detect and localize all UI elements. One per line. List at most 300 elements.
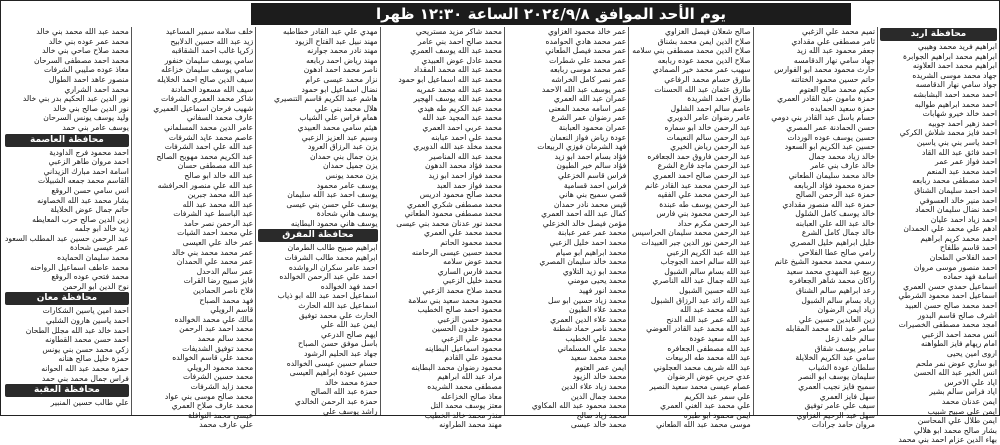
name-entry: علي عارف محمد bbox=[199, 420, 254, 430]
names-column bbox=[877, 27, 999, 445]
name-entry: اروى امين يحيى bbox=[946, 349, 997, 358]
name-entry: يزن محمد يونس bbox=[325, 170, 378, 180]
name-entry: خليل ابراهيم خليل المصري bbox=[789, 238, 875, 248]
name-entry: حاتم حسين محمود الختاتنه bbox=[790, 74, 875, 84]
name-entry: قاسم الرويلي bbox=[210, 305, 254, 315]
name-entry: حارث محمود محمد ابو الفوارس bbox=[774, 65, 875, 75]
name-entry: نور الدين صالح بني خالد bbox=[53, 103, 129, 113]
name-entry: عمر سالم الدحدل bbox=[196, 266, 254, 276]
name-entry: حسن الحمادنة عمر المصري bbox=[786, 122, 875, 132]
name-entry: هاشم عبد الكريم قاسم التنصيري bbox=[274, 94, 378, 104]
name-entry: ابراهيم محمد طالب الشرفات bbox=[284, 253, 378, 263]
name-entry: محمد احمد عبد الرحمن bbox=[179, 324, 254, 334]
name-entry: كمال عبد الله احمد العمري bbox=[541, 209, 627, 219]
name-entry: يوسف هاني محمود البطاينه bbox=[290, 218, 378, 228]
name-entry: راشد يوسف علي bbox=[322, 406, 378, 416]
name-entry: محمد صلاح محمد الزعبي bbox=[422, 286, 502, 296]
name-entry: صلاح الدين محمد عوده ربابعه bbox=[657, 55, 751, 65]
name-entry: ايمن طلال علي المحاسن bbox=[917, 416, 997, 426]
name-entry: ابو ساري عوض نمر ملحم bbox=[916, 358, 997, 368]
name-entry: عبد الله عمر عبد الله الدنح bbox=[666, 314, 751, 324]
name-entry: محمد فارس الساري bbox=[437, 266, 502, 276]
page-title: يوم الأحد الموافق ٢٠٢٤/٩/٨ الساعة ١٢:٣٠ ظهرا bbox=[251, 3, 851, 25]
name-entry: عبد الرحمن محمد عبد القادر غانم bbox=[645, 180, 751, 190]
name-entry: عبد الرحمن رياض الخيري bbox=[670, 142, 751, 152]
name-entry: محمد خليل الزعبي bbox=[442, 276, 502, 286]
name-entry: عبد الله سعيد عودة bbox=[689, 334, 751, 343]
names-column bbox=[3, 27, 131, 415]
name-entry: خلف سلامه سمير المساعيد bbox=[165, 27, 254, 36]
name-entry: احمد محمود فرج الداودية bbox=[49, 147, 129, 157]
name-entry: صلاح الدين محمد مصطفى بني سلامه bbox=[632, 46, 751, 56]
name-entry: هيثم سامي محمد العبيدي bbox=[297, 122, 378, 132]
name-entry: محمد زياد صالح bbox=[576, 410, 627, 420]
name-entry: عبد الله شريف محمد العجلوني bbox=[653, 362, 751, 372]
name-entry: قيس محمد نادر حمدان bbox=[553, 199, 627, 209]
name-entry: فؤاد سالم خير الطيون bbox=[556, 161, 627, 171]
name-entry: زيد عبد الله حسين الدلابيح bbox=[170, 36, 254, 46]
name-entry: معتز يوسف محمد التل bbox=[430, 401, 502, 411]
name-entry: عبد الرحمن نصر حامد bbox=[183, 218, 254, 228]
names-column bbox=[131, 27, 255, 430]
name-entry: فؤاد بسام احمد ابو زيد bbox=[554, 151, 627, 161]
name-entry: عمر نصر كامل الخراشه bbox=[551, 74, 627, 84]
name-entry: حسين عودة ابراهيم العيسى bbox=[289, 368, 378, 378]
name-entry: ابراهيم فريد محمد وهيبي bbox=[918, 42, 997, 51]
name-entry: محمد علي الخطيب bbox=[565, 334, 627, 343]
name-entry: جهاد عبد الحليم الرشود bbox=[304, 349, 378, 358]
name-entry: احمد عامر سكران الرواشده bbox=[288, 262, 378, 272]
name-entry: يزن عبد الرزاق العرود bbox=[308, 142, 378, 152]
name-entry: ابراهيم صبيح طالب الطرمان bbox=[287, 243, 378, 253]
name-entry: عاصم سالم احمد الشلول bbox=[670, 103, 751, 113]
name-entry: يوسف عامر بني حمد bbox=[62, 122, 129, 132]
name-entry: صالح شعلان فيصل الغزاوي bbox=[665, 27, 751, 36]
name-entry: امام ريهام فايز الطواهنه bbox=[920, 339, 997, 349]
name-entry: عبد الرحمن محمود بني فارس bbox=[656, 209, 751, 219]
name-entry: عبد الله خالد ابو صالح bbox=[184, 170, 254, 180]
name-entry: محمد زياد حسين ابو سل bbox=[548, 295, 627, 305]
name-entry: محمود علي الزعبي bbox=[441, 334, 502, 343]
name-entry: ابراهيم محمد احمد العلاونه bbox=[912, 61, 997, 71]
name-entry: محمد علاء الطيون bbox=[569, 305, 627, 315]
name-entry: انس الخير عبد الله الحسن bbox=[913, 368, 997, 378]
name-entry: باسل موفق حسن الصباح bbox=[298, 339, 378, 349]
name-entry: عمر محمد محمد بني خالد bbox=[171, 247, 254, 257]
name-entry: محمد فؤاد محمد الدهون bbox=[425, 161, 502, 171]
name-entry: محمد عاطف اسماعيل الرواحنه bbox=[30, 262, 129, 272]
name-entry: ايمن محمود ابو طبره bbox=[683, 410, 751, 420]
name-entry: عارف محمد السفاني bbox=[186, 113, 254, 123]
name-entry: زين العابدين حسين علي bbox=[798, 314, 875, 324]
name-entry: وليد يوسف يونس السرحان bbox=[43, 113, 129, 123]
name-entry: مؤمن فيصل خالد الخزعلي bbox=[542, 218, 627, 228]
name-entry: فلاح ناصر الحمادين bbox=[192, 286, 254, 296]
name-entry: محمد مصطفى شكري العمري bbox=[406, 199, 502, 209]
name-entry: مصطفى محمد الشريده bbox=[427, 381, 502, 391]
name-entry: علي محمد عبد الغني العمري bbox=[660, 401, 751, 411]
name-entry: محمود حسن الزعبي bbox=[437, 314, 502, 324]
name-entry: عبد الرحمن يوسف طه عبندة bbox=[659, 199, 751, 209]
name-entry: حمزة عبد الله الصالح bbox=[310, 387, 378, 397]
section-heading: محافظة معان bbox=[5, 292, 129, 305]
name-entry: اسماعيل احمد محمود الشرطي bbox=[898, 291, 997, 301]
name-entry: ايمن عمر العتوم bbox=[574, 362, 627, 372]
name-entry: احمد حسن محمد القطاونه bbox=[45, 335, 129, 345]
name-entry: عبد الرحمن محمد علي الفقيه bbox=[657, 190, 751, 200]
name-entry: عبد الله محمد عبد القادر العوضي bbox=[646, 324, 751, 334]
name-entry: محمد احمد الشراري bbox=[64, 84, 129, 94]
section-heading: محافظة اربد bbox=[880, 28, 997, 41]
name-entry: يزن جميل حمدان bbox=[322, 161, 378, 171]
name-entry: مهند رياض احمد ربابعه bbox=[306, 55, 378, 65]
name-entry: محمد جمال الدين bbox=[570, 391, 627, 401]
name-entry: سليمان يوسف ابو النصر bbox=[798, 372, 875, 382]
name-entry: محمد انور فهيد bbox=[578, 286, 627, 296]
name-entry: محمد يحيى مومني bbox=[567, 276, 627, 286]
name-entry: عبد الرحمن ماجد فارع الشرع bbox=[657, 161, 751, 171]
name-entry: عمر محمد موسى ربابعه bbox=[549, 65, 627, 75]
name-entry: ايهم صالح الدرعي bbox=[321, 329, 378, 339]
name-entry: سامي يوسف سليمان خزاعله bbox=[161, 65, 254, 75]
name-entry: فراس احمد قسامية bbox=[563, 180, 627, 190]
name-entry: حمزة خليل صالح هنانه bbox=[58, 354, 129, 364]
name-entry: عمران عبد الله العمري bbox=[553, 94, 627, 104]
name-entry: سهل عبد الرحيم الغزاوي bbox=[796, 410, 875, 420]
name-entry: زكي محمد حسن بني يونس bbox=[42, 344, 129, 354]
name-entry: قصي سميح بني هاني bbox=[559, 190, 627, 200]
name-entry: سميح فايز نجيب العمري bbox=[798, 381, 875, 391]
name-entry: فراس جمال محمد بني حمد bbox=[41, 373, 129, 383]
name-entry: منصور عاهد احمد الطوال bbox=[48, 74, 129, 84]
name-entry: محمد محمود الرويلي bbox=[187, 362, 254, 372]
name-entry: محمد علاء الدين العمري bbox=[550, 314, 627, 324]
section-heading: محافظة العقبة bbox=[5, 384, 129, 397]
name-entry: محمد محمود الحاتم bbox=[440, 238, 502, 248]
name-entry: احمد مصطفى محمد ربابعه bbox=[912, 176, 997, 186]
name-entry: سيف علي عامر توفيق bbox=[804, 401, 875, 411]
name-entry: ادهم علي محمد علي الحمدان bbox=[903, 224, 997, 234]
name-entry: محمد علي قاسم الخوالده bbox=[172, 353, 254, 363]
name-entry: عبد الله محمد جبرين bbox=[187, 190, 254, 200]
name-entry: عبد الرحمن خالد ابو سماره bbox=[664, 122, 751, 132]
name-entry: عيسى محمد النوافلة bbox=[188, 410, 254, 420]
name-entry: فهد الشرمان فوزي الربيعات bbox=[537, 142, 627, 152]
name-entry: صلاح الدين ايمن محمد بشناق bbox=[657, 36, 751, 46]
name-entry: نوح الدين ابو الرحمن bbox=[62, 281, 129, 291]
name-entry: سهل فايز العمري bbox=[819, 391, 875, 401]
name-entry: حاتم جمال عوض الخلايلة bbox=[50, 205, 129, 215]
name-entry: طارق عثمان عبد الله الحسنات bbox=[654, 84, 751, 94]
name-entry: بهاء الدين عزام احمد بني محمد bbox=[898, 435, 997, 445]
name-entry: محمد عبد الله اسماعيل ابو حمود bbox=[398, 74, 502, 84]
name-entry: بشار صالح محمد ابو هلالي bbox=[913, 425, 997, 435]
name-entry: عبد الله مصطفى الجعافره bbox=[667, 343, 751, 353]
name-entry: خالد يوسف كامل الشلول bbox=[795, 209, 875, 219]
names-column bbox=[255, 27, 379, 415]
name-entry: نزار محمد عيسى عرام bbox=[305, 74, 378, 84]
name-entry: محمد زايد الشرفات bbox=[190, 381, 254, 391]
name-entry: فراس قاسم الخزعلي bbox=[558, 170, 627, 180]
name-entry: محمد خالد الزيود bbox=[572, 372, 627, 382]
name-entry: احمد خالد خيرو شهابات bbox=[922, 109, 997, 119]
name-entry: علي طالب حسين المنبير bbox=[50, 398, 129, 408]
name-entry: عبد الرحمن فاروق حمد الجعافره bbox=[647, 151, 751, 161]
name-entry: عبد الرحمن سالم النعيمات bbox=[666, 132, 751, 142]
name-entry: احمد منير خالد العسوفي bbox=[919, 195, 997, 205]
name-entry: محمد علي المسلماني bbox=[557, 343, 627, 353]
name-entry: عبد الرحمن حسين عبد المطلب السعود bbox=[4, 233, 129, 243]
name-entry: رسمي محمد محمود الشيخ غانم bbox=[774, 257, 875, 267]
name-entry: حمزة محمد عبد الله الحوانه bbox=[41, 364, 129, 373]
name-entry: انس سامي حسن الروقع bbox=[51, 185, 129, 195]
name-entry: احمد نضال سليمان الحماد bbox=[915, 205, 997, 215]
name-entry: عمران محمود العبابنة bbox=[558, 122, 627, 132]
name-entry: حمزة عبد الرحمن الخالدي bbox=[294, 396, 378, 406]
name-entry: حسين عبد الكريم ابو السعود bbox=[784, 142, 875, 152]
name-entry: حمزة عبد الرحمن الصالح bbox=[795, 190, 875, 200]
name-entry: نضال اسماعيل ابو حمود bbox=[301, 84, 378, 94]
names-columns bbox=[3, 27, 999, 445]
name-entry: احمد محمد كريم ابراهيم bbox=[920, 233, 997, 243]
name-entry: اسماعيل حمدي حسن العمري bbox=[903, 281, 997, 291]
name-entry: حسام باسل عبد القادر بني دومي bbox=[771, 113, 875, 123]
name-entry: محمد نور عدنان محمد بني عيسى bbox=[396, 218, 502, 228]
name-entry: ايمن عدنان محمد bbox=[941, 396, 997, 406]
name-entry: محمود محمد سعيد بني سلامة bbox=[408, 295, 502, 305]
name-entry: احمد فهد الخوالده bbox=[320, 281, 378, 291]
name-entry: طارق حسام محمد الرفاعي bbox=[664, 74, 751, 84]
name-entry: معاذ عوده صليبي الشرفات bbox=[44, 65, 129, 75]
name-entry: اسماعيل احمد عبد الله ابو ذياب bbox=[277, 291, 378, 301]
name-entry: احمد احمد سليمان الشناق bbox=[914, 185, 997, 195]
name-entry: اسامة احمد مبارك الزيداني bbox=[43, 166, 129, 176]
name-entry: احمد ياسر بني بني ياسين bbox=[916, 137, 997, 147]
name-entry: محمد خالد عيسى bbox=[570, 420, 627, 430]
names-column bbox=[504, 27, 628, 430]
name-entry: عمر محمد علي الحمدان bbox=[176, 257, 254, 267]
name-entry: يوسف احمد عبد الله سليمان bbox=[287, 190, 378, 200]
name-entry: محمد عبد الله محمد بني خالد bbox=[36, 27, 129, 36]
name-entry: محمد سليمان الحمايده bbox=[57, 253, 129, 263]
name-entry: خالد محمد سليمان الطعاني bbox=[788, 170, 875, 180]
name-entry: حكيم محمد صالح العتوم bbox=[799, 84, 875, 94]
name-entry: عمر محمد فيصل الطعاني bbox=[545, 46, 627, 56]
name-entry: عبد الرحمن مكرم حداد bbox=[677, 218, 751, 228]
name-entry: احمد ياسين هارون الشلبي bbox=[45, 316, 129, 326]
name-entry: شاكر محمد العمري الشرفات bbox=[161, 94, 254, 104]
name-entry: خالد جمال كامل الشرع bbox=[801, 228, 875, 238]
name-entry: احمد زهير احمد جوبيه bbox=[928, 118, 997, 128]
name-entry: شهيب فرحان اسماعيل العميري bbox=[153, 103, 254, 113]
name-entry: معاذ صالح الخزاعله bbox=[440, 391, 502, 401]
name-entry: محمد عبد المجيد عبد الله bbox=[422, 113, 502, 123]
name-entry: عبد الرحمن محمد سليمان الحراسيس bbox=[631, 228, 751, 238]
name-entry: علي محمد احمد الشيات bbox=[177, 228, 254, 238]
name-entry: محمد محمد علي العمري bbox=[424, 228, 502, 238]
name-entry: محمد عبد الله المناصير bbox=[429, 151, 502, 161]
name-entry: عمر محمد علي شطرات bbox=[549, 55, 627, 65]
name-entry: محمد شاكر مزيد مستريحي bbox=[415, 27, 502, 36]
name-entry: رامي صالح عطا الفلاحي bbox=[798, 247, 875, 257]
name-entry: عبد الله مصطفى حسان bbox=[177, 161, 254, 171]
name-entry: احمد محمد ابراهيم طوالبه bbox=[914, 99, 997, 109]
name-entry: محمود علي القادم bbox=[444, 353, 502, 363]
name-entry: ايمن عبد الله علي bbox=[320, 320, 378, 330]
name-entry: محمود خلدون الحسين bbox=[431, 324, 502, 334]
name-entry: احمد امين ياسين الشكارات bbox=[42, 306, 129, 316]
name-entry: ربيع عبد المهدي محمد سعيد bbox=[786, 266, 875, 276]
name-entry: عبد الرحمن صالح احمد العمري bbox=[652, 170, 751, 180]
name-entry: محمد محمود عبد الله المكاوي bbox=[531, 401, 627, 411]
names-column bbox=[753, 27, 877, 430]
name-entry: عصام عيسى محمد سعيد النصير bbox=[649, 381, 751, 391]
name-entry: محمد عبد الله محمد عمريه bbox=[416, 84, 502, 94]
name-entry: خالد عبد الله علي العبابنه bbox=[795, 218, 875, 228]
name-entry: محمد صالح محمود ادريس bbox=[419, 190, 502, 200]
name-entry: محمد ناصر حماد شطنة bbox=[552, 324, 627, 334]
name-entry: عمر اسامه محمد المعنى bbox=[548, 103, 627, 113]
name-entry: عدي حربي عوض الرضوان bbox=[667, 372, 751, 382]
name-entry: محمد توفيق الشديفات bbox=[182, 343, 254, 353]
name-entry: خالد عارف بني عامر bbox=[810, 161, 875, 171]
name-entry: عبد الله بسام سالم الشبول bbox=[664, 266, 751, 276]
name-entry: حمزة مامون عبد القادر العمري bbox=[777, 94, 875, 104]
name-entry: محمد عارف صلاح العمري bbox=[171, 401, 254, 411]
name-entry: احمد فواز عمر عمر bbox=[935, 157, 997, 167]
name-entry: امجد محمد مصطفى الخصيرات bbox=[898, 320, 997, 330]
name-entry: سامر يوسف شقاق bbox=[814, 343, 875, 353]
name-entry: احمد قاسم طلفاح bbox=[940, 243, 997, 253]
name-entry: عمر محمد هادي الحوامده bbox=[545, 36, 627, 46]
name-entry: محمد صلاح صاحي بني خالد bbox=[42, 46, 129, 56]
name-entry: مهند محمد الطراونه bbox=[439, 420, 502, 430]
name-entry: محمد علي احمد عبابنه bbox=[431, 132, 502, 142]
name-entry: القاسم محمد جمعه الشبيلات bbox=[37, 176, 129, 186]
name-entry: محمد عربي احمد العمري bbox=[422, 122, 502, 132]
name-entry: محمد احمد خليل الزعبي bbox=[549, 238, 627, 248]
name-entry: يزن جمال بني حمدان bbox=[310, 151, 378, 161]
name-entry: عبد الله حسين الشبول bbox=[679, 286, 751, 296]
name-entry: مالك علي محمد الخوالده bbox=[174, 314, 254, 324]
name-entry: احمد فايز محمد شلاش الكركي bbox=[899, 128, 997, 138]
name-entry: سامي يوسف سليمان خنفور bbox=[164, 55, 254, 65]
name-entry: حسين يوسف عوده الوردات bbox=[787, 132, 875, 142]
section-heading: محافظة المفرق bbox=[258, 229, 377, 242]
name-entry: زياد ايمن الرضوان bbox=[817, 305, 875, 315]
name-entry: سامي عبد الكريم الخلايلة bbox=[795, 353, 875, 363]
name-entry: اشرف صالح قاسم البدور bbox=[917, 310, 997, 320]
name-entry: عبد الله علي منصور الحرافشه bbox=[157, 180, 254, 190]
name-entry: يوسف هاني شحادة bbox=[316, 209, 378, 219]
name-entry: سامر عبد الله محمد المقابله bbox=[785, 324, 875, 334]
name-entry: سالم خلف زعل bbox=[825, 334, 875, 343]
name-entry: نور الدين عبد الحكيم بدر بني خالد bbox=[22, 94, 129, 104]
name-entry: محمد عبد الكريم طه هيدي bbox=[417, 103, 502, 113]
name-entry: محمد عادل عوض العبيدي bbox=[421, 55, 502, 65]
name-entry: سيف الله مسعود الحمادنة bbox=[171, 84, 254, 94]
name-entry: محمد ابو زيد التلاوي bbox=[562, 266, 627, 276]
names-column bbox=[380, 27, 504, 430]
name-entry: ابراهيم محمد ابراهيم الجوابرة bbox=[903, 51, 997, 61]
name-entry: محمد ابراهيم ابو صيام bbox=[555, 247, 627, 257]
name-entry: همام فراس علي الشياب bbox=[299, 113, 378, 123]
name-entry: احمد زياد احمد عليان bbox=[930, 214, 997, 224]
name-entry: محمود رضوان محمد البطاينه bbox=[411, 362, 502, 372]
name-entry: عمر خالد علي العيسى bbox=[182, 238, 254, 248]
name-entry: محمد مصطفى محمود الطعاني bbox=[404, 209, 502, 219]
name-entry: سيف الدين صالح احمد الخلايله bbox=[157, 74, 254, 84]
name-entry: جهاد سامي نهار الدقامسه bbox=[793, 55, 875, 65]
name-entry: احمد فائق عبد الله القاد bbox=[921, 147, 997, 157]
name-entry: فهد محمد الصباح bbox=[199, 295, 254, 305]
name-entry: مهند نادر محمد جوارنه bbox=[307, 46, 378, 56]
name-entry: يوسف علي حسن بني عيسى bbox=[286, 199, 378, 209]
name-entry: انس محمد احمد الزعبي bbox=[921, 329, 997, 339]
name-entry: عمر خالد محمود الغزاوي bbox=[547, 27, 627, 36]
name-entry: هلال محمد بني علي bbox=[314, 103, 378, 113]
name-entry: اياد علي الاخرس bbox=[944, 377, 997, 387]
name-entry: زيد خالد ابو جلمه bbox=[74, 224, 129, 234]
name-entry: الحارث علي محمد توفيق bbox=[298, 310, 378, 320]
name-entry: منذر محمد خالد الخطيب bbox=[424, 410, 502, 420]
name-entry: عبد الرحمن نور الدين جبر العبيدات bbox=[641, 238, 751, 248]
name-entry: عمر يوسف عبد الله الاحمد bbox=[541, 84, 627, 94]
name-entry: مهند نبيل عبد الفتاح الزيود bbox=[295, 36, 378, 46]
name-entry: عاصم محمد عايد الشرفات bbox=[168, 132, 254, 142]
name-entry: محمد عبد الله محمد المقداد bbox=[413, 65, 502, 75]
name-entry: بشار محمد عبد الله الخصاونه bbox=[37, 195, 129, 205]
name-entry: عودة رياض فواز النعمان bbox=[549, 132, 627, 142]
name-entry: محمد زياد علاء الدين bbox=[561, 381, 627, 391]
name-entry: احمد محمد احمد البشابشه bbox=[913, 89, 997, 99]
name-entry: عبد الله رائد عبد الرزاق الشبول bbox=[650, 295, 751, 305]
name-entry: عبد الله سالم احمد الجوجاب bbox=[660, 257, 751, 267]
name-entry: موسى محمد عبد الله الطعاني bbox=[656, 420, 751, 430]
name-entry: جواد سامي نهار الدقامسه bbox=[915, 80, 997, 90]
name-entry: محمد خالد سليمان المصري bbox=[539, 257, 627, 267]
name-entry: خالد زياد محمد جمال bbox=[808, 151, 875, 161]
name-entry: فايز صبيح رضا القرات bbox=[183, 276, 254, 286]
name-entry: محمد فتحي عوده الروقع bbox=[51, 272, 129, 282]
name-entry: محمد فواز حمد العبد bbox=[436, 180, 502, 190]
name-entry: مروان حامد جرادات bbox=[811, 420, 875, 430]
name-entry: محمد احمد مصطفى السرحان bbox=[34, 55, 129, 65]
name-entry: محمود احمد صالح الخطيب bbox=[417, 305, 502, 315]
name-entry: عبد الله محمد عبد الله bbox=[182, 199, 254, 209]
name-entry: محمد عمر عمر عبابنة bbox=[557, 228, 627, 238]
name-entry: محمد حسين الشرفات bbox=[183, 372, 254, 382]
name-entry: علي سمر عبد الكريم bbox=[684, 391, 751, 401]
name-entry: عمر رضوان عمر الشرع bbox=[551, 113, 627, 123]
name-entry: عبد الكريم محمد مهوبح الصالح bbox=[156, 151, 254, 161]
name-entry: سلطان عودة الشياب bbox=[808, 362, 875, 372]
name-entry: محمد محمد سعيد bbox=[570, 353, 627, 363]
name-entry: عمر عيسى شحادة bbox=[70, 243, 129, 253]
section-heading: محافظة العاصمة bbox=[5, 134, 129, 147]
name-entry: جهاد محمد موسى الشريده bbox=[912, 70, 997, 80]
name-entry: احمد مروان طاهر الزعبي bbox=[48, 157, 129, 167]
name-entry: محمد حسين عيسى الرحامنه bbox=[411, 247, 502, 257]
name-entry: محمد فواز احمد ابو زيد bbox=[428, 170, 502, 180]
name-entry: اسماعيل عبد الله الحارث bbox=[298, 301, 378, 311]
name-entry: مهدي علي عبد القادر خطاطبه bbox=[282, 27, 378, 36]
name-entry: حمزة سعيد الحمايده bbox=[810, 103, 875, 113]
name-entry: عامر رضوان عامر الدويري bbox=[667, 113, 751, 123]
name-entry: احمد خالد عبد الله مجلل الطحان bbox=[25, 325, 129, 335]
name-entry: تميم محمد علي الزغبي bbox=[801, 27, 875, 36]
name-entry: سهيب عمر محمد خير الصمادي bbox=[652, 65, 751, 75]
